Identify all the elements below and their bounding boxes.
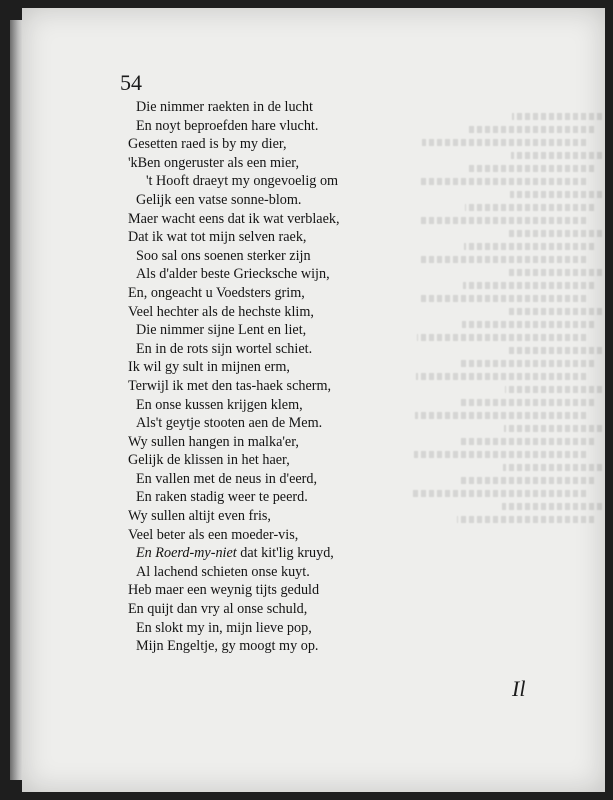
poem-line: Ik wil gy sult in mijnen erm, [128,359,290,376]
roman-phrase: dat kit'lig kruyd, [236,545,334,562]
poem-line: Dat ik wat tot mijn selven raek, [128,229,307,246]
poem-line: Gelijk de klissen in het haer, [128,452,290,469]
poem-line: Mijn Engeltje, gy moogt my op. [136,638,319,655]
poem-line: En, ongeacht u Voedsters grim, [128,284,305,301]
poem-line: Maer wacht eens dat ik wat verblaek, [128,210,340,227]
poem-line: Veel hechter als de hechste klim, [128,303,314,320]
catchword: Il [512,676,526,701]
poem-line: En raken stadig weer te peerd. [136,489,308,506]
poem-text [128,98,488,656]
show-through-stroke [506,347,602,354]
show-through-stroke [512,113,602,120]
poem-line: Als't geytje stooten aen de Mem. [136,415,323,432]
poem-line-mixed [128,544,488,563]
poem-line: Die nimmer sijne Lent en liet, [136,322,307,339]
poem-line: Wy sullen altijt even fris, [128,508,271,525]
show-through-stroke [504,425,602,432]
poem-line: Al lachend schieten onse kuyt. [136,563,310,580]
poem-line: Soo sal ons soenen sterker zijn [136,247,311,264]
poem-line: Als d'alder beste Griecksche wijn, [136,266,330,283]
poem-line: Heb maer een weynig tijts geduld [128,582,320,599]
poem-line: Wy sullen hangen in malka'er, [128,433,299,450]
show-through-stroke [508,269,602,276]
show-through-stroke [503,464,602,471]
italic-phrase: En Roerd-my-niet [136,545,237,562]
show-through-stroke [505,386,602,393]
poem-line: En in de rots sijn wortel schiet. [136,340,313,357]
page-number: 54 [120,70,142,95]
poem-line: 't Hooft draeyt my ongevoelig om [146,173,339,190]
poem-line: Die nimmer raekten in de lucht [136,99,313,115]
poem-line: En slokt my in, mijn lieve pop, [136,619,312,636]
show-through-stroke [502,503,602,510]
show-through-stroke [507,308,602,315]
poem-line: Terwijl ik met den tas-haek scherm, [128,377,332,394]
show-through-stroke [510,191,602,198]
poem-line: En noyt beproefden hare vlucht. [136,117,319,134]
poem-line: 'kBen ongeruster als een mier, [128,154,299,171]
poem-line: Gelijk een vatse sonne-blom. [136,191,302,208]
poem-line: En quijt dan vry al onse schuld, [128,601,308,618]
poem-line: En onse kussen krijgen klem, [136,396,303,413]
show-through-stroke [511,152,602,159]
poem-line: En vallen met de neus in d'eerd, [136,470,318,487]
poem-line: Gesetten raed is by my dier, [128,136,287,153]
poem-line: Veel beter als een moeder-vis, [128,526,299,543]
show-through-stroke [509,230,602,237]
